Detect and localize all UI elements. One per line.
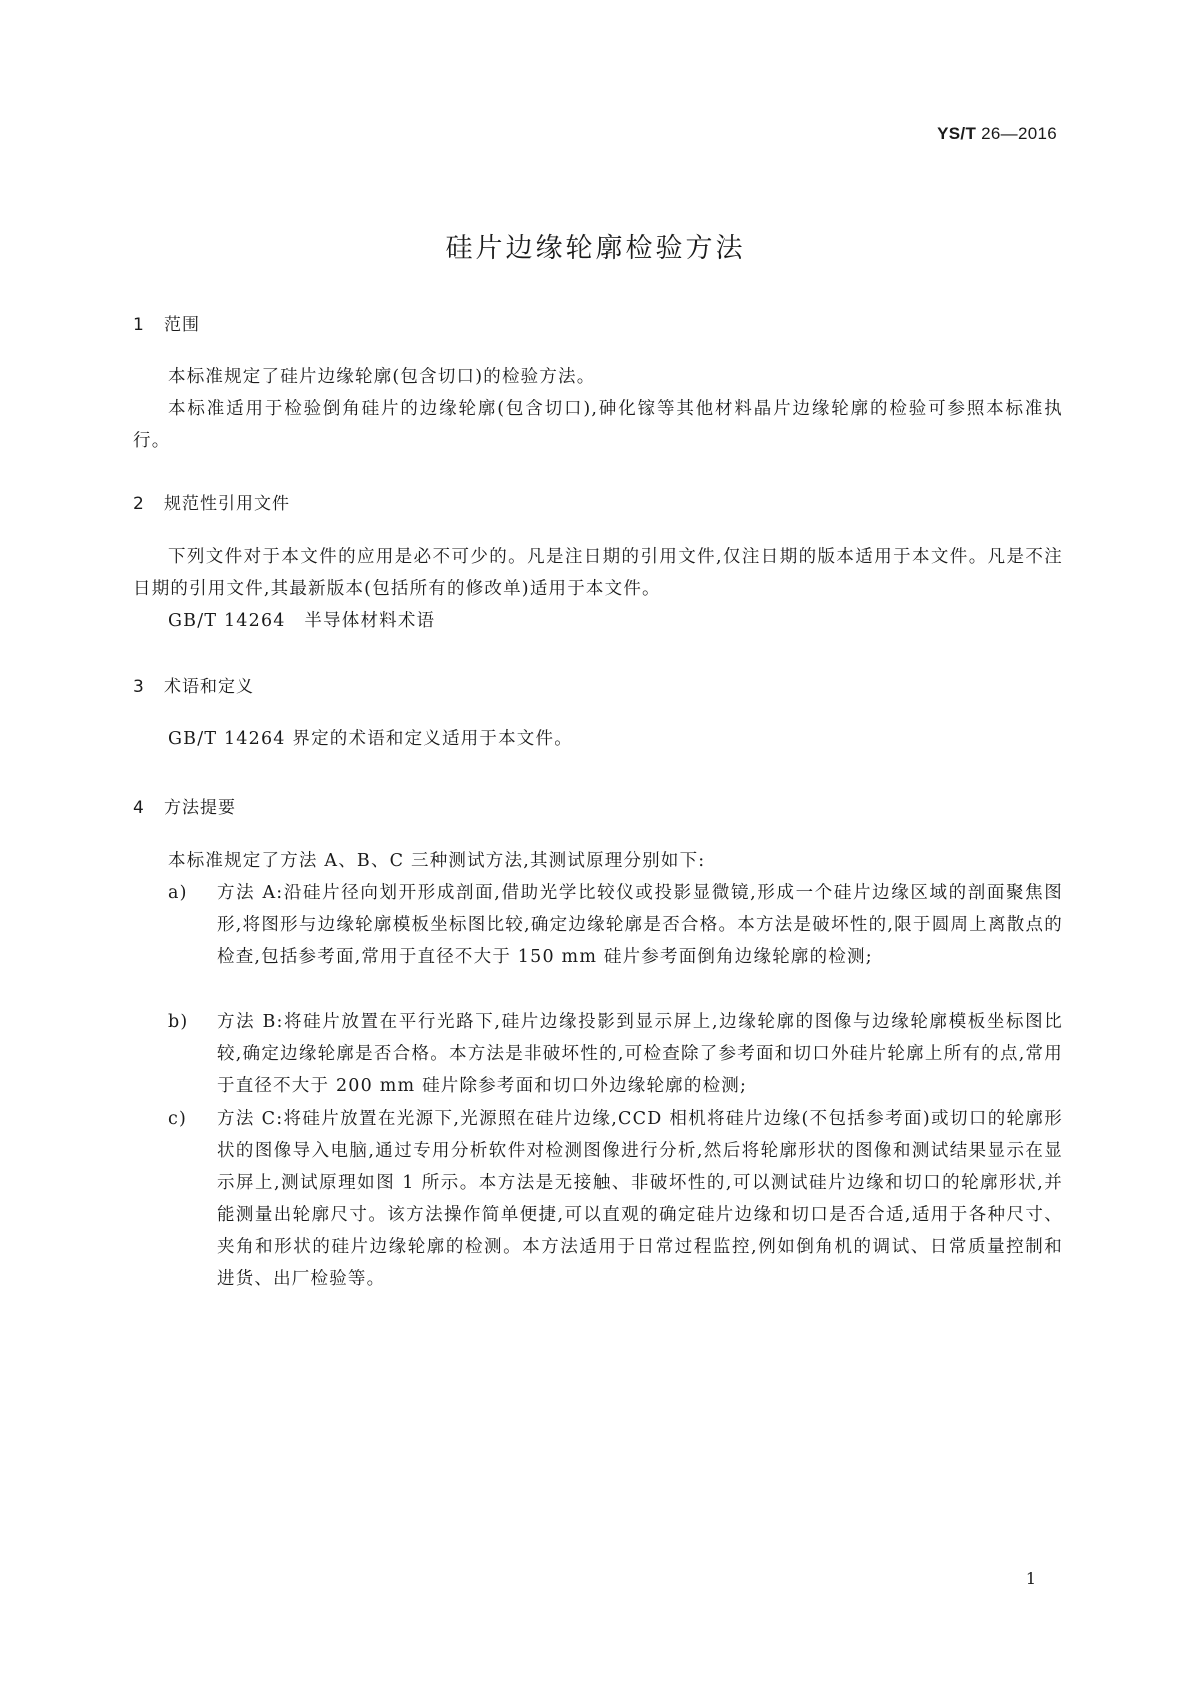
page-number: 1 <box>1025 1569 1036 1588</box>
section-2-number: 2 <box>133 494 145 514</box>
list-item-text: 方法 B:将硅片放置在平行光路下,硅片边缘投影到显示屏上,边缘轮廓的图像与边缘轮廓模板坐标图比较,确定边缘轮廓是否合格。本方法是非破坏性的,可检查除了参考面和切口外硅片轮廓上所有的点,常用于直径不大于 200 mm 硅片除参考面和切口外边缘轮廓的检测; <box>217 1012 1063 1096</box>
section-2-paragraph-1: 下列文件对于本文件的应用是必不可少的。凡是注日期的引用文件,仅注日期的版本适用于本文件。凡是不注日期的引用文件,其最新版本(包括所有的修改单)适用于本文件。 <box>133 547 1063 599</box>
list-item-c <box>168 1103 1063 1295</box>
list-item-text: 方法 A:沿硅片径向划开形成剖面,借助光学比较仪或投影显微镜,形成一个硅片边缘区域的剖面聚焦图形,将图形与边缘轮廓模板坐标图比较,确定边缘轮廓是否合格。本方法是破坏性的,限于圆周上离散点的检查,包括参考面,常用于直径不大于 150 mm 硅片参考面倒角边缘轮廓的检测; <box>217 883 1063 967</box>
list-item-b <box>168 1006 1063 1102</box>
standard-code-prefix: YS/T <box>937 124 977 143</box>
section-2-heading <box>133 489 290 514</box>
section-1-paragraph-1: 本标准规定了硅片边缘轮廓(包含切口)的检验方法。 <box>168 367 596 387</box>
section-3-title: 术语和定义 <box>164 677 254 697</box>
section-1-number: 1 <box>133 315 145 335</box>
standard-code <box>937 124 1057 144</box>
section-3-heading <box>133 672 254 697</box>
section-1-heading <box>133 310 200 335</box>
section-4-number: 4 <box>133 798 145 818</box>
section-2-reference: GB/T 14264 半导体材料术语 <box>168 611 436 631</box>
list-item-a <box>168 877 1063 973</box>
document-title: 硅片边缘轮廓检验方法 <box>445 233 746 264</box>
section-2-title: 规范性引用文件 <box>164 494 290 514</box>
list-item-text: 方法 C:将硅片放置在光源下,光源照在硅片边缘,CCD 相机将硅片边缘(不包括参考面)或切口的轮廓形状的图像导入电脑,通过专用分析软件对检测图像进行分析,然后将轮廓形状的图像和测试结果显示在显示屏上,测试原理如图 1 所示。本方法是无接触、非破坏性的,可以测试硅片边缘和切口的轮廓形状,并能测量出轮廓尺寸。该方法操作简单便捷,可以直观的确定硅片边缘和切口是否合适,适用于各种尺寸、夹角和形状的硅片边缘轮廓的检测。本方法适用于日常过程监控,例如倒角机的调试、日常质量控制和进货、出厂检验等。 <box>217 1109 1063 1289</box>
section-1-title: 范围 <box>164 315 200 335</box>
list-marker: c) <box>168 1109 188 1129</box>
list-marker: a) <box>168 883 188 903</box>
section-4-heading <box>133 793 236 818</box>
standard-code-suffix: 26—2016 <box>976 124 1057 143</box>
section-4-title: 方法提要 <box>164 798 236 818</box>
section-1-paragraph-2: 本标准适用于检验倒角硅片的边缘轮廓(包含切口),砷化镓等其他材料晶片边缘轮廓的检验可参照本标准执行。 <box>133 399 1063 451</box>
list-marker: b) <box>168 1012 189 1032</box>
section-4-paragraph-1: 本标准规定了方法 A、B、C 三种测试方法,其测试原理分别如下: <box>168 851 706 871</box>
section-3-number: 3 <box>133 677 145 697</box>
section-3-paragraph-1: GB/T 14264 界定的术语和定义适用于本文件。 <box>168 729 573 749</box>
